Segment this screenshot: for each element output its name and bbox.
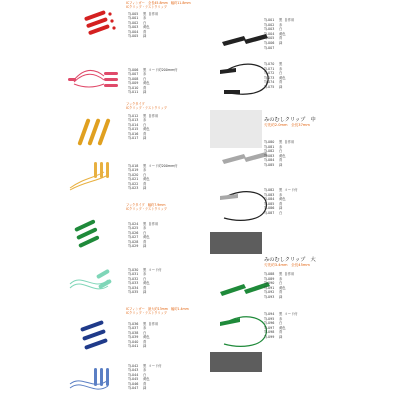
large-section-subtitle: 刃先約3.4mm 全長45mm — [264, 263, 310, 267]
item-color: 黄色 — [143, 235, 150, 240]
item-color: 黒 — [279, 312, 283, 316]
section2-title: フックタイプ — [126, 102, 145, 106]
item-color: 白 — [279, 281, 283, 286]
black-alligator-cord-list — [264, 62, 286, 90]
product-green-clips — [64, 214, 204, 258]
item-color: 緑 — [143, 185, 147, 190]
product-orange-clips — [64, 110, 204, 154]
blue-clip-image — [64, 360, 124, 404]
item-color: 緑 — [279, 162, 283, 167]
item-color: 赤 — [279, 144, 283, 149]
item-note: コード約200mm付 — [146, 68, 178, 72]
item-code: TJ-019 — [128, 168, 139, 173]
section1-title: ICフィンガー 全長45.8mm 幅約11.8mm — [126, 1, 191, 5]
item-code: TJ-005 — [128, 33, 139, 38]
item-note: 自作用 — [146, 114, 159, 118]
item-code: TJ-006 — [128, 68, 139, 72]
product-pink-clips — [64, 58, 204, 102]
item-color: 黒 — [279, 188, 283, 192]
navy-clip-image — [64, 316, 124, 360]
section3-subtitle: ICクリップ・テストクリップ — [126, 207, 167, 211]
item-color: 白 — [143, 330, 147, 335]
item-color: 黄色 — [279, 325, 286, 330]
list-item — [264, 211, 298, 216]
item-color: 青 — [143, 285, 147, 290]
item-code: TJ-039 — [128, 335, 139, 340]
list-item — [128, 136, 158, 140]
pink-clip-list — [128, 68, 178, 94]
item-code: TJ-007 — [264, 45, 275, 50]
mid-photo-dark — [210, 232, 262, 254]
item-code: TJ-090 — [264, 281, 275, 286]
item-code: TJ-010 — [128, 85, 139, 90]
product-yellow-clips — [64, 158, 204, 202]
item-code: TJ-047 — [128, 385, 139, 390]
item-color: 黒 — [143, 114, 147, 118]
item-color: 青 — [279, 290, 283, 295]
list-item — [128, 34, 158, 38]
list-item — [264, 163, 294, 168]
list-item — [128, 344, 158, 348]
item-code: TJ-097 — [264, 325, 275, 330]
red-clip-list — [128, 12, 158, 38]
silver-alligator-list — [264, 140, 294, 168]
item-color: 緑 — [279, 334, 283, 339]
item-color: 青 — [143, 181, 147, 186]
item-color: 青 — [143, 381, 147, 386]
item-color: 青 — [143, 339, 147, 344]
item-note: コード付 — [282, 312, 298, 316]
item-code: TJ-083 — [264, 153, 275, 158]
item-code: TJ-028 — [128, 239, 139, 244]
item-code: TJ-070 — [264, 62, 275, 66]
item-color: 緑 — [279, 206, 283, 211]
item-color: 赤 — [143, 272, 147, 277]
item-color: 緑 — [143, 89, 147, 94]
item-color: 黄色 — [279, 197, 286, 202]
list-item — [264, 295, 294, 300]
section3-title: フックタイプ 幅約7.9mm — [126, 203, 166, 207]
section2-subtitle: ICクリップ・テストクリップ — [126, 106, 167, 110]
item-color: 黄色 — [143, 25, 150, 30]
section4-title: ICフィンガー 最大約13mm 幅約1.4mm — [126, 307, 189, 311]
item-color: 赤 — [143, 16, 147, 21]
orange-clip-image — [64, 110, 124, 154]
item-code: TJ-003 — [128, 25, 139, 30]
item-code: TJ-043 — [128, 368, 139, 373]
item-code: TJ-025 — [128, 226, 139, 231]
item-code: TJ-041 — [128, 343, 139, 348]
item-note: 自作用 — [146, 222, 159, 226]
item-code: TJ-003 — [264, 27, 275, 32]
item-code: TJ-006 — [264, 40, 275, 45]
item-color: 白 — [143, 230, 147, 235]
item-color: 青 — [143, 85, 147, 90]
item-code: TJ-032 — [128, 276, 139, 281]
item-code: TJ-096 — [264, 321, 275, 326]
green-alligator-cord-list — [264, 312, 298, 340]
item-color: 赤 — [279, 66, 283, 71]
pink-clip-image — [64, 58, 124, 102]
item-color: 黒 — [279, 272, 283, 276]
list-item — [128, 386, 162, 390]
item-code: TJ-033 — [128, 281, 139, 286]
item-code: TJ-017 — [128, 135, 139, 140]
blue-clip-list — [128, 364, 162, 390]
item-code: TJ-082 — [264, 188, 275, 192]
product-navy-clips — [64, 316, 204, 360]
orange-clip-list — [128, 114, 158, 140]
item-code: TJ-084 — [264, 158, 275, 163]
item-code: TJ-014 — [128, 122, 139, 127]
item-code: TJ-026 — [128, 230, 139, 235]
item-color: 緑 — [143, 243, 147, 248]
item-color: 白 — [279, 149, 283, 154]
item-color: 青 — [279, 330, 283, 335]
item-code: TJ-024 — [128, 222, 139, 226]
yellow-clip-list — [128, 164, 178, 190]
item-note: コード付 — [282, 188, 298, 192]
item-color: 白 — [143, 122, 147, 127]
black-alligator-list — [264, 18, 294, 50]
item-code: TJ-001 — [264, 18, 275, 22]
item-code: TJ-045 — [128, 377, 139, 382]
item-code: TJ-005 — [264, 36, 275, 41]
item-code: TJ-005 — [128, 12, 139, 16]
item-color: 黒 — [143, 164, 147, 168]
item-note: 自作用 — [282, 140, 295, 144]
item-color: 青 — [143, 29, 147, 34]
item-code: TJ-008 — [128, 76, 139, 81]
item-code: TJ-085 — [264, 201, 275, 206]
item-color: 黒 — [279, 140, 283, 144]
item-color: 赤 — [143, 168, 147, 173]
item-code: TJ-074 — [264, 80, 275, 85]
item-color: 青 — [143, 131, 147, 136]
item-color: 青 — [279, 158, 283, 163]
item-code: TJ-087 — [264, 210, 275, 215]
item-code: TJ-002 — [264, 22, 275, 27]
item-code: TJ-001 — [128, 16, 139, 21]
item-color: 黒 — [143, 364, 147, 368]
silver-alligator-cord-list — [264, 188, 298, 216]
item-note: コード約200mm付 — [146, 164, 178, 168]
item-code: TJ-089 — [264, 276, 275, 281]
item-color: 赤 — [279, 192, 283, 197]
item-color: 赤 — [279, 316, 283, 321]
item-color: 黒 — [143, 68, 147, 72]
item-color: 黄色 — [143, 377, 150, 382]
item-code: TJ-093 — [264, 294, 275, 299]
item-code: TJ-020 — [128, 172, 139, 177]
item-code: TJ-095 — [264, 316, 275, 321]
item-code: TJ-072 — [264, 71, 275, 76]
item-code: TJ-042 — [128, 364, 139, 368]
item-color: 青 — [279, 80, 283, 85]
item-code: TJ-044 — [128, 372, 139, 377]
item-color: 黄色 — [143, 335, 150, 340]
item-code: TJ-046 — [128, 381, 139, 386]
item-color: 白 — [143, 172, 147, 177]
item-color: 赤 — [279, 276, 283, 281]
item-color: 黄色 — [279, 285, 286, 290]
item-color: 白 — [143, 372, 147, 377]
item-color: 赤 — [279, 22, 283, 27]
large-photo-dark — [210, 352, 262, 372]
product-mint-clips — [64, 262, 204, 306]
green-clip-list — [128, 222, 158, 248]
item-code: TJ-036 — [128, 322, 139, 326]
item-code: TJ-022 — [128, 181, 139, 186]
item-color: 黒 — [279, 18, 283, 22]
item-color: 黄色 — [279, 31, 286, 36]
item-color: 黒 — [279, 62, 283, 66]
item-color: 黒 — [143, 322, 147, 326]
item-color: 緑 — [279, 40, 283, 45]
item-color: 緑 — [143, 33, 147, 38]
item-color: 緑 — [143, 135, 147, 140]
large-section-title: みのむしクリップ 大 — [264, 257, 316, 263]
list-item — [264, 46, 294, 51]
section1-subtitle: ICクリップ・テストクリップ — [126, 5, 167, 9]
item-code: TJ-002 — [128, 20, 139, 25]
item-code: TJ-082 — [264, 149, 275, 154]
item-color: 黄色 — [279, 153, 286, 158]
item-note: コード付 — [146, 364, 162, 368]
item-color: 緑 — [143, 343, 147, 348]
item-code: TJ-084 — [264, 197, 275, 202]
item-code: TJ-073 — [264, 75, 275, 80]
item-code: TJ-099 — [264, 334, 275, 339]
item-color: 黄色 — [143, 281, 150, 286]
item-color: 白 — [143, 276, 147, 281]
item-color: 黒 — [143, 12, 147, 16]
item-color: 白 — [279, 321, 283, 326]
item-color: 黄色 — [143, 127, 150, 132]
item-code: TJ-016 — [128, 131, 139, 136]
item-color: 赤 — [143, 368, 147, 373]
item-note: 自作用 — [146, 12, 159, 16]
navy-clip-list — [128, 322, 158, 348]
item-code: TJ-007 — [128, 72, 139, 77]
item-color: 白 — [279, 210, 283, 215]
product-blue-clips — [64, 360, 204, 404]
item-code: TJ-085 — [264, 162, 275, 167]
item-color: 白 — [143, 20, 147, 25]
item-code: TJ-031 — [128, 272, 139, 277]
item-code: TJ-011 — [128, 89, 139, 94]
item-color: 白 — [279, 27, 283, 32]
mint-clip-list — [128, 268, 162, 294]
list-item — [264, 335, 298, 340]
item-code: TJ-012 — [128, 114, 139, 118]
item-color: 緑 — [143, 289, 147, 294]
item-color: 赤 — [143, 326, 147, 331]
item-color: 黒 — [143, 222, 147, 226]
list-item — [128, 186, 178, 190]
mid-section-title: みのむしクリップ 中 — [264, 117, 316, 123]
item-code: TJ-098 — [264, 330, 275, 335]
item-color: 黒 — [143, 268, 147, 272]
item-code: TJ-013 — [128, 118, 139, 123]
list-item — [128, 244, 158, 248]
item-code: TJ-088 — [264, 272, 275, 276]
item-color: 緑 — [279, 84, 283, 89]
item-code: TJ-092 — [264, 290, 275, 295]
section4-subtitle: ICクリップ・テストクリップ — [126, 311, 167, 315]
item-color: 青 — [279, 36, 283, 41]
list-item — [128, 290, 162, 294]
item-code: TJ-004 — [128, 29, 139, 34]
green-clip-image — [64, 214, 124, 258]
item-color: 白 — [279, 71, 283, 76]
item-code: TJ-080 — [264, 140, 275, 144]
item-color: 黄色 — [143, 81, 150, 86]
item-code: TJ-018 — [128, 164, 139, 168]
yellow-clip-image — [64, 158, 124, 202]
list-item — [128, 90, 178, 94]
item-note: 自作用 — [146, 322, 159, 326]
green-alligator-list — [264, 272, 294, 300]
item-code: TJ-009 — [128, 81, 139, 86]
item-code: TJ-094 — [264, 312, 275, 316]
item-code: TJ-015 — [128, 127, 139, 132]
item-code: TJ-021 — [128, 177, 139, 182]
mint-clip-image — [64, 262, 124, 306]
item-code: TJ-091 — [264, 285, 275, 290]
item-code: TJ-004 — [264, 31, 275, 36]
item-color: 赤 — [143, 72, 147, 77]
item-code: TJ-029 — [128, 243, 139, 248]
item-note: コード付 — [146, 268, 162, 272]
item-code: TJ-030 — [128, 268, 139, 272]
item-code: TJ-027 — [128, 235, 139, 240]
item-code: TJ-034 — [128, 285, 139, 290]
item-color: 緑 — [279, 294, 283, 299]
item-color: 緑 — [143, 385, 147, 390]
item-color: 白 — [143, 76, 147, 81]
red-clip-image — [64, 8, 124, 52]
item-code: TJ-075 — [264, 84, 275, 89]
mid-section-subtitle: 刃先約2.0mm 全長37mm — [264, 123, 310, 127]
item-code: TJ-071 — [264, 66, 275, 71]
item-color: 赤 — [143, 226, 147, 231]
item-color: 青 — [279, 201, 283, 206]
item-note: 自作用 — [282, 272, 295, 276]
item-code: TJ-083 — [264, 192, 275, 197]
item-color: 黄色 — [279, 75, 286, 80]
item-color: 青 — [143, 239, 147, 244]
item-code: TJ-038 — [128, 330, 139, 335]
item-code: TJ-035 — [128, 289, 139, 294]
product-red-clips — [64, 8, 204, 52]
item-code: TJ-081 — [264, 144, 275, 149]
item-code: TJ-086 — [264, 206, 275, 211]
item-code: TJ-037 — [128, 326, 139, 331]
item-color: 黄色 — [143, 177, 150, 182]
item-code: TJ-040 — [128, 339, 139, 344]
list-item — [264, 85, 286, 90]
item-code: TJ-023 — [128, 185, 139, 190]
item-note: 自作用 — [282, 18, 295, 22]
item-color: 赤 — [143, 118, 147, 123]
